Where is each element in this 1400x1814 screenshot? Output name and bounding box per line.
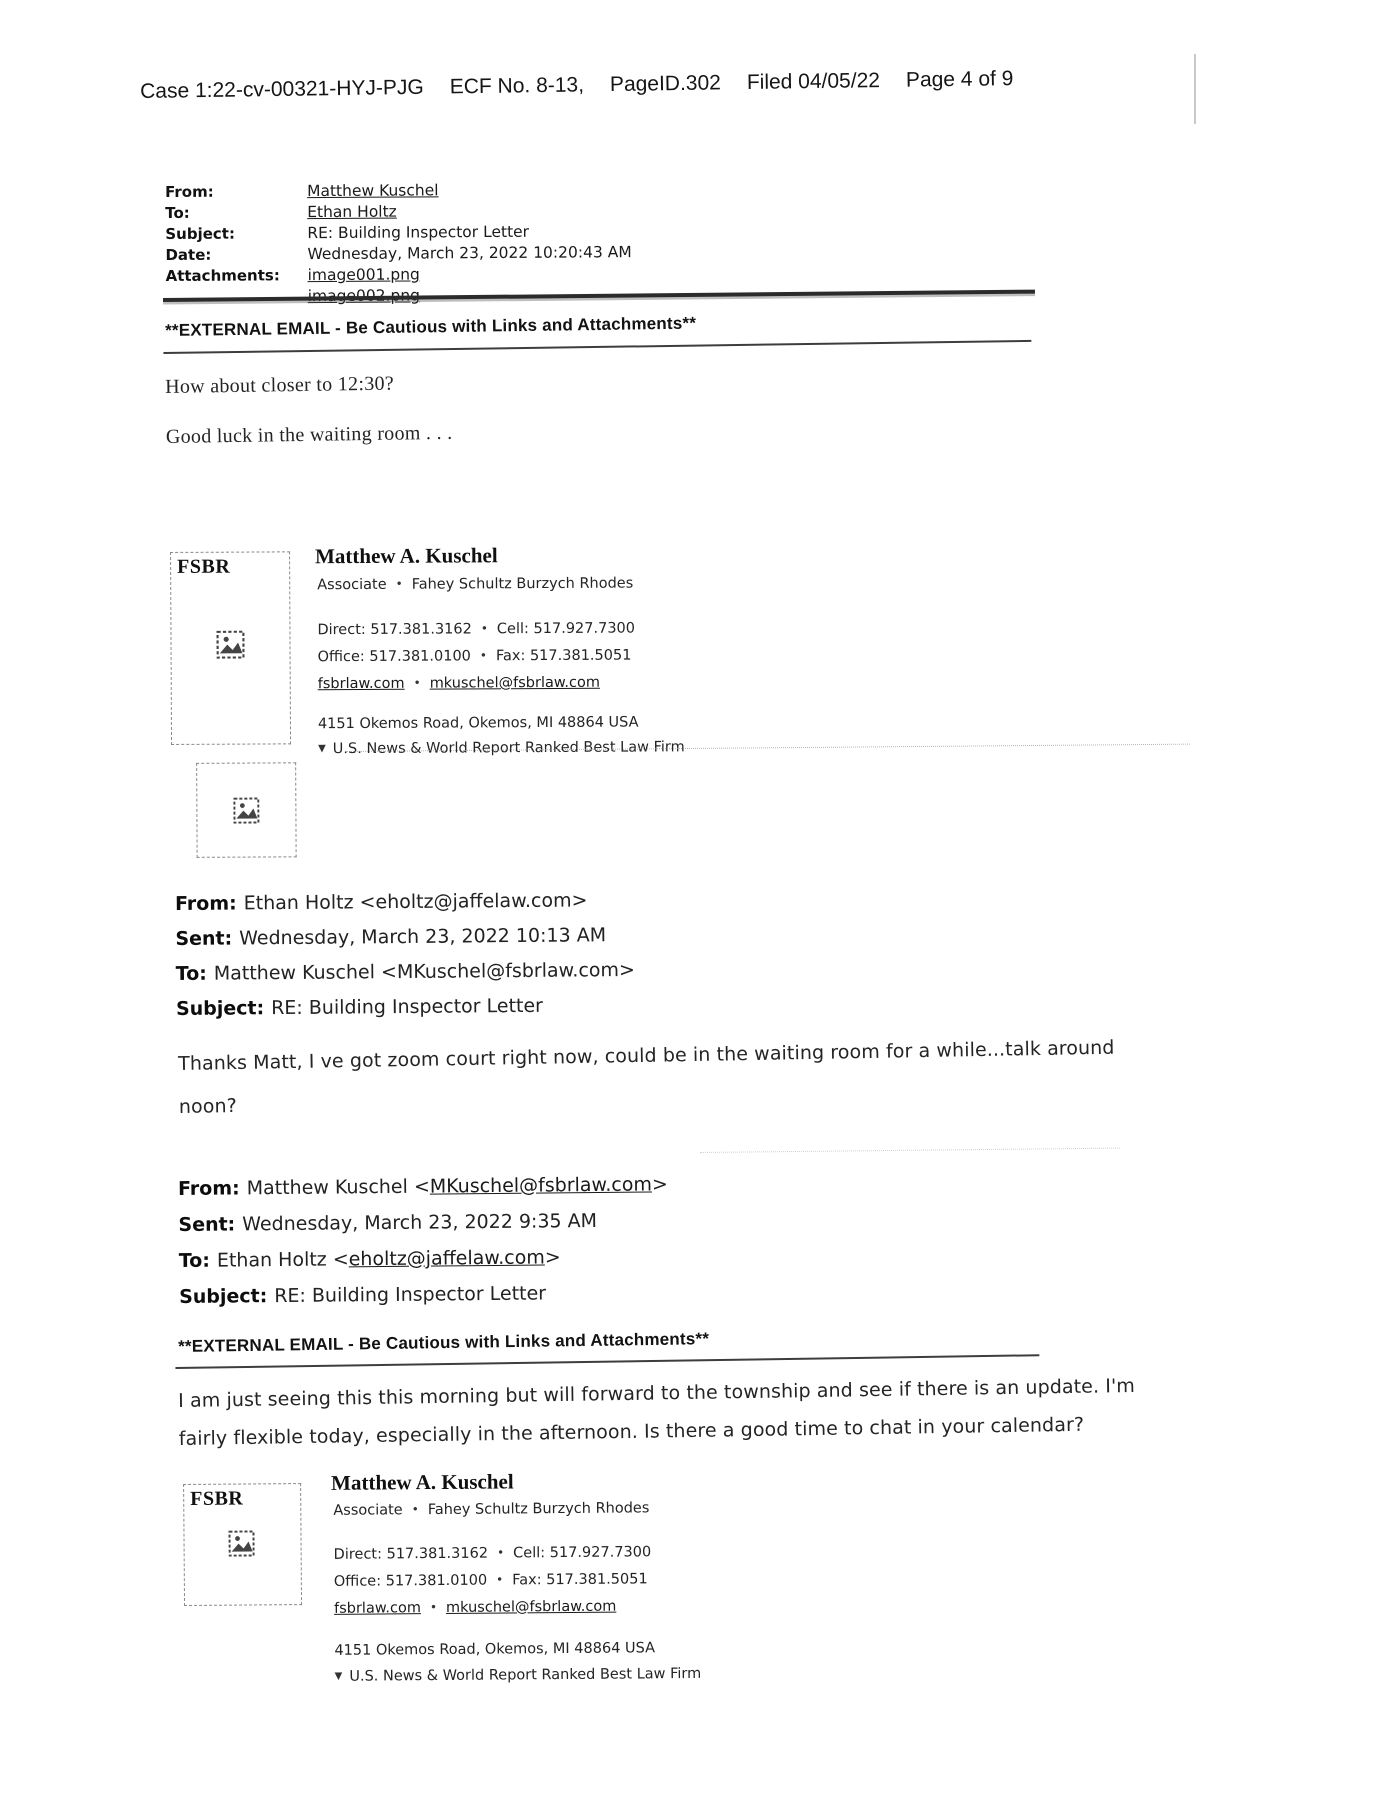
signature-links-line [318,675,600,692]
email2-from-value: Ethan Holtz <eholtz@jaffelaw.com> [243,889,588,915]
bullet-separator: • [496,1545,505,1560]
email1-to-label: To: [165,203,190,222]
email3-from-suffix: > [651,1173,668,1196]
email2-from-line [175,889,588,915]
signature-firm: Fahey Schultz Burzych Rhodes [411,575,634,593]
signature-award: U.S. News & World Report Ranked Best Law Firm [332,739,685,758]
email2-sent-line [175,924,606,950]
email2-body-line1: Thanks Matt, I ve got zoom court right now, could be in the waiting room for a while...talk around [178,1036,1115,1075]
email1-header [165,179,632,307]
bullet-separator: • [429,1600,438,1615]
signature-phone-line2 [318,648,632,666]
separator-line [175,1354,1039,1369]
email1-body-line2: Good luck in the waiting room . . . [165,421,453,448]
email1-from-link[interactable]: Matthew Kuschel [307,181,439,201]
email1-subject-value: RE: Building Inspector Letter [307,222,530,243]
signature-name: Matthew A. Kuschel [330,1469,514,1495]
attachment-image-placeholder [196,762,296,858]
signature-title: Associate [317,576,387,594]
award-icon: ▼ [318,743,326,755]
email3-to-email-link[interactable]: eholtz@jaffelaw.com [348,1246,545,1271]
signature-office: Office: 517.381.0100 [317,648,471,666]
broken-image-icon [233,798,259,824]
signature-direct: Direct: 517.381.3162 [333,1545,489,1563]
email-link[interactable]: mkuschel@fsbrlaw.com [429,674,600,692]
email3-to-suffix: > [544,1246,561,1269]
email3-to-prefix: Ethan Holtz < [216,1248,349,1272]
signature-phone-line1 [334,1544,652,1562]
email2-subject-value: RE: Building Inspector Letter [271,994,544,1020]
signature-address: 4151 Okemos Road, Okemos, MI 48864 USA [334,1640,656,1659]
signature-links-line [334,1599,616,1617]
email1-date-value: Wednesday, March 23, 2022 10:20:43 AM [307,243,632,264]
email3-body-line1: I am just seeing this this morning but will forward to the township and see if there is an update. I'm [178,1374,1136,1412]
ecf-number: ECF No. 8-13, [449,73,585,99]
email2-subject-line [176,995,543,1020]
bullet-separator: • [411,1502,419,1517]
email2-subject-label: Subject: [175,997,265,1020]
attachment-link-image001[interactable]: image001.png [307,265,420,285]
email1-attachments-label: Attachments: [165,266,280,285]
email1-body-line1: How about closer to 12:30? [165,372,395,398]
email3-sent-line [178,1210,597,1236]
email1-to-link[interactable]: Ethan Holtz [307,202,397,222]
signature-award: U.S. News & World Report Ranked Best Law Firm [349,1665,702,1685]
email3-from-prefix: Matthew Kuschel < [246,1175,430,1200]
scan-artifact-line [1194,54,1196,124]
email3-to-label: To: [178,1249,210,1272]
broken-image-icon [216,631,244,659]
signature-fax: Fax: 517.381.5051 [495,647,632,665]
email3-body-line2: fairly flexible today, especially in the afternoon. Is there a good time to chat in your calendar? [178,1413,1085,1450]
signature-name: Matthew A. Kuschel [314,543,498,569]
email2-body-line2: noon? [178,1094,238,1118]
external-banner-text: **EXTERNAL EMAIL - Be Cautious with Links and Attachments** [178,1329,710,1356]
signature-title-line [333,1500,649,1518]
signature-fax: Fax: 517.381.5051 [512,1571,648,1589]
signature-logo-box [183,1483,302,1606]
email3-to-line [179,1246,561,1272]
email2-to-line [176,959,635,985]
email3-from-label: From: [178,1177,240,1200]
signature-title-line [317,576,633,594]
email3-sent-value: Wednesday, March 23, 2022 9:35 AM [242,1209,598,1236]
signature-award-line [335,1666,702,1685]
email3-subject-value: RE: Building Inspector Letter [274,1282,547,1308]
page-id: PageID.302 [609,71,722,97]
scan-artifact-line [700,1148,1120,1153]
email-link[interactable]: mkuschel@fsbrlaw.com [445,1598,617,1616]
fsbr-logo: FSBR [190,1487,244,1510]
bullet-separator: • [395,576,403,591]
broken-image-icon [228,1530,254,1556]
signature-phone-line1 [317,621,635,639]
external-banner-text: **EXTERNAL EMAIL - Be Cautious with Links and Attachments** [165,313,697,340]
email3-from-email-link[interactable]: MKuschel@fsbrlaw.com [429,1173,653,1198]
signature-address: 4151 Okemos Road, Okemos, MI 48864 USA [317,714,639,733]
email2-sent-label: Sent: [175,927,233,950]
bullet-separator: • [413,675,421,690]
signature-cell: Cell: 517.927.7300 [513,1544,652,1562]
signature-cell: Cell: 517.927.7300 [496,620,636,638]
email2-sent-value: Wednesday, March 23, 2022 10:13 AM [239,924,607,950]
case-caption [140,67,1014,104]
page-count: Page 4 of 9 [905,67,1014,92]
bullet-separator: • [480,621,488,636]
separator-line [163,340,1031,354]
email2-to-label: To: [175,962,207,985]
signature-office: Office: 517.381.0100 [333,1572,488,1590]
email3-sent-label: Sent: [178,1213,236,1236]
email1-subject-label: Subject: [165,224,235,243]
signature-phone-line2 [334,1571,648,1589]
award-icon: ▼ [334,1670,343,1682]
bullet-separator: • [479,648,487,663]
email2-to-value: Matthew Kuschel <MKuschel@fsbrlaw.com> [213,958,636,985]
bullet-separator: • [496,1572,504,1587]
email3-subject-line [179,1282,546,1308]
email1-from-label: From: [165,182,214,201]
signature-title: Associate [333,1502,403,1519]
fsbr-logo: FSBR [177,555,231,578]
website-link[interactable]: fsbrlaw.com [334,1600,421,1617]
website-link[interactable]: fsbrlaw.com [317,675,405,693]
signature-direct: Direct: 517.381.3162 [317,621,472,639]
email2-from-label: From: [175,892,237,915]
email3-from-line [178,1173,668,1200]
signature-logo-box [170,551,291,745]
signature-firm: Fahey Schultz Burzych Rhodes [427,1500,650,1519]
email3-subject-label: Subject: [179,1285,268,1308]
case-number: Case 1:22-cv-00321-HYJ-PJG [140,75,424,103]
filed-date: Filed 04/05/22 [746,69,881,94]
email1-date-label: Date: [165,245,212,264]
